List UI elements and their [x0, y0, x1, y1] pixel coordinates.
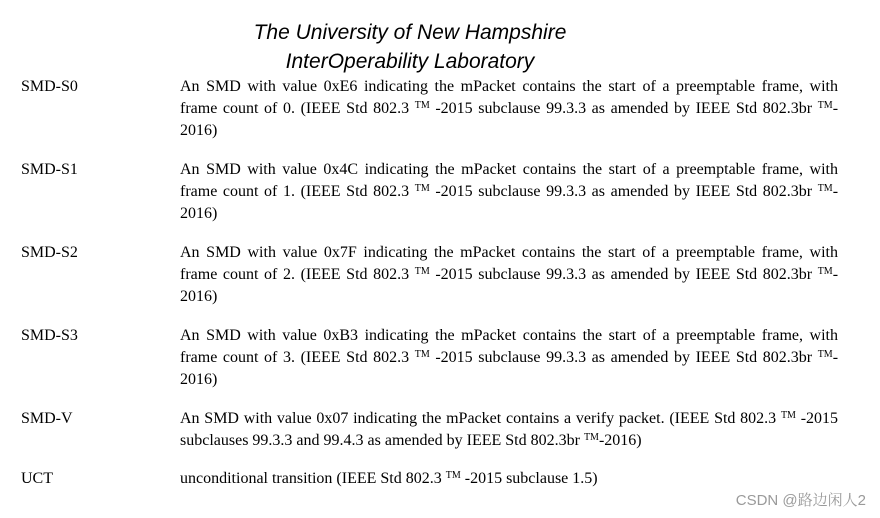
trademark-mark: TM [414, 349, 430, 360]
definition-description [180, 325, 838, 391]
definition-term: SMD-S1 [21, 161, 78, 178]
description-text: -2016) [180, 183, 839, 222]
description-text: An SMD with value 0x07 indicating the mPacket contains a verify packet. (IEEE Std 802.3 [180, 410, 777, 427]
description-text: An SMD with value 0x7F indicating the mPacket contains the start of a preemptable frame, with frame count of 2. (IEEE Std 802.3 [180, 244, 838, 283]
trademark-mark: TM [817, 349, 833, 360]
description-text: An SMD with value 0xB3 indicating the mPacket contains the start of a preemptable frame, with frame count of 3. (IEEE Std 802.3 [180, 327, 838, 366]
definition-description [180, 159, 838, 225]
definition-description [180, 468, 838, 490]
description-text: -2015 subclause 99.3.3 as amended by IEEE Std 802.3br [435, 100, 813, 117]
description-text: -2015 subclauses 99.3.3 and 99.4.3 as amended by IEEE Std 802.3br [180, 410, 839, 449]
trademark-mark: TM [780, 410, 796, 421]
description-text: An SMD with value 0x4C indicating the mPacket contains the start of a preemptable frame, with frame count of 1. (IEEE Std 802.3 [180, 161, 838, 200]
definition-term: SMD-S3 [21, 327, 78, 344]
description-text: An SMD with value 0xE6 indicating the mPacket contains the start of a preemptable frame, with frame count of 0. (IEEE Std 802.3 [180, 78, 838, 117]
header-laboratory: InterOperability Laboratory [285, 50, 535, 73]
definition-description [180, 76, 838, 142]
description-text: -2015 subclause 99.3.3 as amended by IEEE Std 802.3br [435, 349, 813, 366]
csdn-watermark: CSDN @路边闲人2 [735, 492, 866, 509]
description-text: -2016) [180, 349, 839, 388]
description-text: -2016) [180, 100, 839, 139]
definition-term: SMD-S2 [21, 244, 78, 261]
trademark-mark: TM [817, 100, 833, 111]
description-text: -2016) [180, 266, 839, 305]
description-text: -2016) [598, 432, 642, 449]
description-text: -2015 subclause 99.3.3 as amended by IEEE Std 802.3br [435, 183, 813, 200]
definition-description [180, 408, 838, 452]
description-text: -2015 subclause 1.5) [464, 470, 598, 487]
trademark-mark: TM [414, 183, 430, 194]
trademark-mark: TM [414, 266, 430, 277]
trademark-mark: TM [583, 432, 599, 443]
trademark-mark: TM [445, 470, 461, 481]
header-university: The University of New Hampshire [253, 21, 567, 44]
document-header [0, 18, 820, 76]
definition-term: SMD-V [21, 410, 73, 427]
definition-term: UCT [21, 470, 53, 487]
description-text: unconditional transition (IEEE Std 802.3 [180, 470, 442, 487]
description-text: -2015 subclause 99.3.3 as amended by IEEE Std 802.3br [435, 266, 813, 283]
trademark-mark: TM [817, 266, 833, 277]
trademark-mark: TM [817, 183, 833, 194]
definition-term: SMD-S0 [21, 78, 78, 95]
trademark-mark: TM [414, 100, 430, 111]
definition-description [180, 242, 838, 308]
